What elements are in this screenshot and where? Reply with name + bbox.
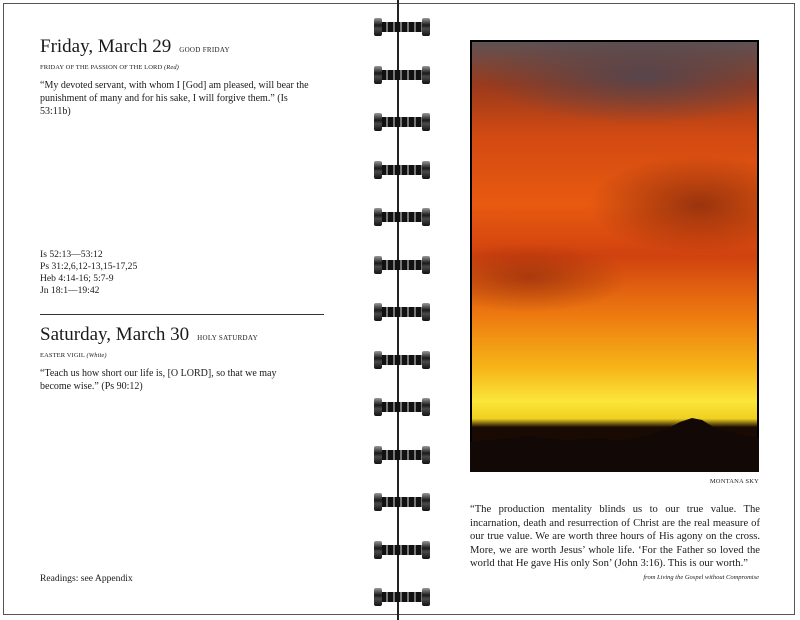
friday-occasion-text: FRIDAY OF THE PASSION OF THE LORD bbox=[40, 64, 163, 71]
spiral-coil bbox=[374, 256, 430, 274]
spiral-coil bbox=[374, 113, 430, 131]
friday-title: Friday, March 29 bbox=[40, 36, 172, 57]
friday-liturgical-color: (Red) bbox=[164, 64, 179, 71]
day-divider bbox=[40, 314, 324, 315]
saturday-occasion-text: EASTER VIGIL bbox=[40, 352, 85, 359]
spiral-coil bbox=[374, 493, 430, 511]
spiral-coil bbox=[374, 351, 430, 369]
reflection-quote: “The production mentality blinds us to our true value. The incarnation, death and resurrection of Christ are the real measure of our true value. We are worth three hours of His agony on the cross. More, we are worth Jesus’ whole life. ‘For the Father so loved the world that He gave His only Son’ (John 3:16). This is our worth.” bbox=[470, 504, 760, 570]
reading-item: Jn 18:1—19:42 bbox=[40, 285, 100, 296]
friday-readings bbox=[40, 249, 137, 297]
spiral-coil bbox=[374, 541, 430, 559]
friday-entry bbox=[40, 36, 330, 118]
spiral-coil bbox=[374, 303, 430, 321]
friday-occasion bbox=[40, 64, 330, 71]
saturday-title: Saturday, March 30 bbox=[40, 324, 190, 345]
saturday-liturgical-color: (White) bbox=[86, 352, 107, 359]
spiral-coil bbox=[374, 161, 430, 179]
spiral-coil bbox=[374, 66, 430, 84]
reading-item: Heb 4:14-16; 5:7-9 bbox=[40, 273, 114, 284]
spiral-coil bbox=[374, 18, 430, 36]
montana-sky-photo bbox=[470, 40, 759, 472]
spiral-coil bbox=[374, 588, 430, 606]
saturday-occasion bbox=[40, 352, 330, 359]
hills-silhouette bbox=[470, 402, 759, 472]
spiral-coil bbox=[374, 398, 430, 416]
reading-item: Is 52:13—53:12 bbox=[40, 249, 103, 260]
friday-quote: “My devoted servant, with whom I [God] am pleased, will bear the punishment of many and for his sake, I will forgive them.” (Is 53:11b) bbox=[40, 80, 309, 117]
photo-caption: MONTANA SKY bbox=[709, 478, 759, 485]
reflection-source: from Living the Gospel without Compromise bbox=[643, 574, 759, 581]
saturday-quote: “Teach us how short our life is, [O LORD], so that we may become wise.” (Ps 90:12) bbox=[40, 368, 277, 392]
readings-appendix-note: Readings: see Appendix bbox=[40, 573, 133, 584]
spiral-coil bbox=[374, 446, 430, 464]
friday-tag: GOOD FRIDAY bbox=[179, 46, 230, 54]
saturday-tag: HOLY SATURDAY bbox=[197, 334, 258, 342]
spiral-coil bbox=[374, 208, 430, 226]
friday-header bbox=[40, 36, 330, 58]
saturday-header bbox=[40, 324, 330, 346]
reading-item: Ps 31:2,6,12-13,15-17,25 bbox=[40, 261, 138, 272]
saturday-entry bbox=[40, 324, 330, 393]
